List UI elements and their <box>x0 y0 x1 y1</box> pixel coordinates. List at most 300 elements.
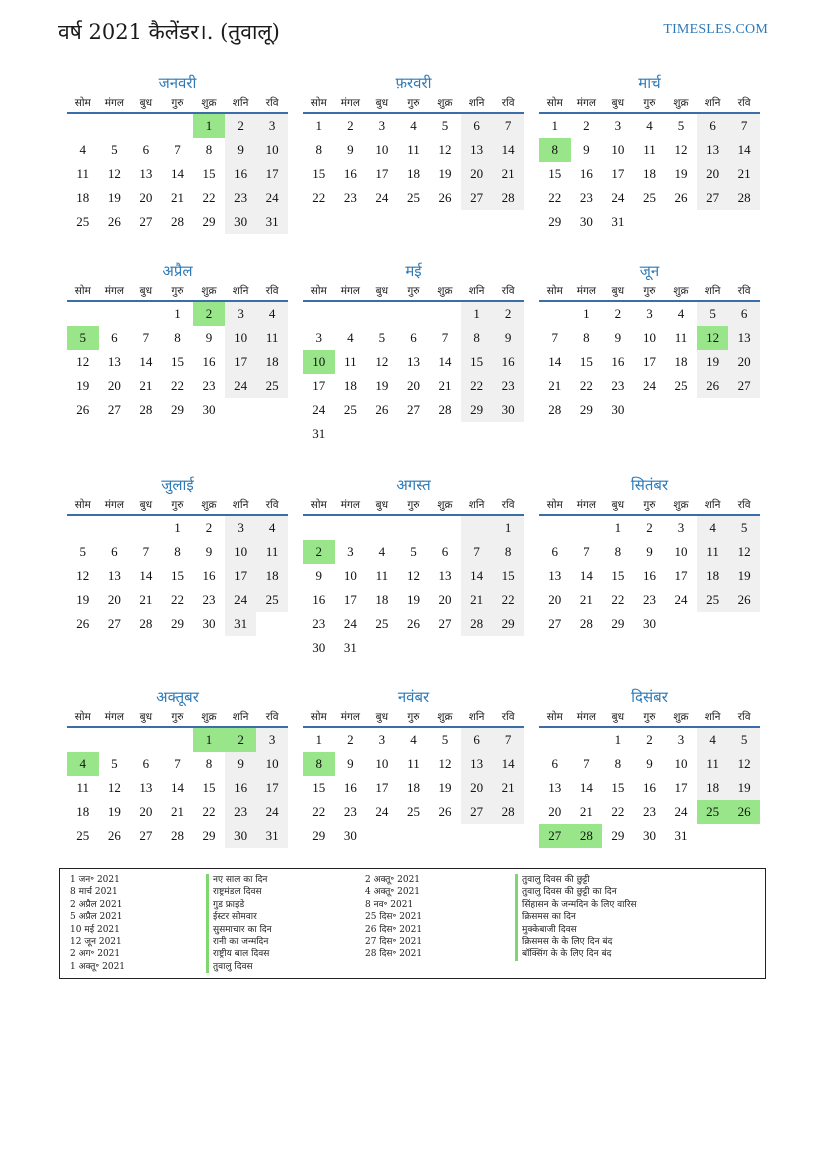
day-cell[interactable]: 10 <box>674 544 688 559</box>
day-cell[interactable]: 31 <box>225 612 257 636</box>
day-cell[interactable]: 2 <box>347 732 354 747</box>
day-cell[interactable]: 2 <box>205 520 213 535</box>
day-cell[interactable]: 20 <box>107 378 121 393</box>
day-cell[interactable]: 29 <box>492 612 524 636</box>
day-cell[interactable]: 21 <box>170 190 184 205</box>
day-cell[interactable]: 3 <box>378 118 386 133</box>
day-cell[interactable]: 12 <box>728 752 760 776</box>
day-cell[interactable]: 19 <box>406 592 420 607</box>
day-cell[interactable]: 5 <box>79 544 87 559</box>
day-cell[interactable]: 2 <box>614 306 622 321</box>
day-cell[interactable]: 6 <box>142 756 150 771</box>
day-cell[interactable]: 20 <box>697 162 729 186</box>
day-cell[interactable]: 4 <box>79 142 87 157</box>
day-cell[interactable]: 4 <box>697 516 729 540</box>
day-cell[interactable]: 1 <box>461 302 493 326</box>
day-cell[interactable]: 29 <box>202 828 216 843</box>
brand-link[interactable]: TIMESLES.COM <box>663 22 768 37</box>
day-cell[interactable]: 12 <box>674 142 688 157</box>
day-cell[interactable]: 18 <box>256 350 288 374</box>
day-cell[interactable]: 17 <box>611 166 625 181</box>
day-cell[interactable]: 12 <box>76 354 90 369</box>
day-cell[interactable]: 23 <box>202 592 216 607</box>
day-cell[interactable]: 8 <box>315 142 323 157</box>
day-cell[interactable]: 29 <box>202 214 216 229</box>
day-cell[interactable]: 17 <box>256 162 288 186</box>
day-cell[interactable]: 9 <box>614 330 622 345</box>
day-cell[interactable]: 29 <box>170 616 184 631</box>
day-cell[interactable]: 18 <box>76 804 90 819</box>
day-cell[interactable]: 27 <box>697 186 729 210</box>
day-cell[interactable]: 27 <box>107 616 121 631</box>
day-cell[interactable]: 17 <box>225 350 257 374</box>
day-cell[interactable]: 25 <box>406 190 420 205</box>
day-cell[interactable]: 21 <box>548 378 562 393</box>
day-cell[interactable]: 29 <box>611 828 625 843</box>
day-cell[interactable]: 7 <box>142 330 150 345</box>
day-cell[interactable]: 25 <box>256 374 288 398</box>
day-cell[interactable]: 8 <box>174 330 181 345</box>
day-cell[interactable]: 9 <box>315 568 323 583</box>
day-cell[interactable]: 16 <box>225 776 257 800</box>
day-cell[interactable]: 18 <box>642 166 656 181</box>
day-cell[interactable]: 1 <box>315 732 323 747</box>
day-cell[interactable]: 19 <box>375 378 389 393</box>
day-cell[interactable]: 28 <box>548 402 562 417</box>
day-cell[interactable]: 13 <box>461 752 493 776</box>
day-cell[interactable]: 3 <box>225 302 257 326</box>
day-cell[interactable]: 22 <box>461 374 493 398</box>
day-cell[interactable]: 12 <box>375 354 389 369</box>
day-cell[interactable]: 8 <box>614 544 622 559</box>
day-cell[interactable]: 9 <box>225 138 257 162</box>
day-cell[interactable]: 12 <box>728 540 760 564</box>
day-cell[interactable]: 22 <box>170 378 184 393</box>
day-cell[interactable]: 11 <box>697 752 729 776</box>
day-cell[interactable]: 12 <box>697 326 729 350</box>
day-cell[interactable]: 18 <box>375 592 389 607</box>
day-cell[interactable]: 6 <box>551 544 559 559</box>
day-cell[interactable]: 6 <box>551 756 559 771</box>
day-cell[interactable]: 24 <box>256 800 288 824</box>
day-cell[interactable]: 4 <box>67 752 99 776</box>
day-cell[interactable]: 16 <box>492 350 524 374</box>
day-cell[interactable]: 15 <box>611 568 625 583</box>
day-cell[interactable]: 4 <box>677 306 685 321</box>
day-cell[interactable]: 7 <box>492 114 524 138</box>
day-cell[interactable]: 20 <box>139 804 153 819</box>
day-cell[interactable]: 1 <box>174 306 181 321</box>
day-cell[interactable]: 20 <box>438 592 452 607</box>
day-cell[interactable]: 17 <box>343 592 357 607</box>
day-cell[interactable]: 4 <box>646 118 653 133</box>
day-cell[interactable]: 23 <box>343 804 357 819</box>
day-cell[interactable]: 7 <box>728 114 760 138</box>
day-cell[interactable]: 30 <box>611 402 625 417</box>
day-cell[interactable]: 13 <box>548 780 562 795</box>
day-cell[interactable]: 4 <box>410 118 417 133</box>
day-cell[interactable]: 8 <box>614 756 622 771</box>
day-cell[interactable]: 3 <box>646 306 653 321</box>
day-cell[interactable]: 13 <box>139 166 153 181</box>
day-cell[interactable]: 9 <box>205 330 213 345</box>
day-cell[interactable]: 11 <box>256 540 288 564</box>
day-cell[interactable]: 16 <box>642 568 656 583</box>
day-cell[interactable]: 19 <box>674 166 688 181</box>
day-cell[interactable]: 12 <box>438 756 452 771</box>
day-cell[interactable]: 10 <box>343 568 357 583</box>
day-cell[interactable]: 5 <box>728 728 760 752</box>
day-cell[interactable]: 2 <box>583 118 590 133</box>
day-cell[interactable]: 14 <box>170 166 184 181</box>
day-cell[interactable]: 2 <box>193 302 225 326</box>
day-cell[interactable]: 24 <box>375 804 389 819</box>
day-cell[interactable]: 20 <box>461 162 493 186</box>
day-cell[interactable]: 7 <box>583 756 590 771</box>
day-cell[interactable]: 6 <box>111 330 118 345</box>
day-cell[interactable]: 1 <box>174 520 181 535</box>
day-cell[interactable]: 10 <box>225 326 257 350</box>
day-cell[interactable]: 10 <box>611 142 625 157</box>
day-cell[interactable]: 26 <box>76 402 90 417</box>
day-cell[interactable]: 14 <box>728 138 760 162</box>
day-cell[interactable]: 18 <box>697 564 729 588</box>
day-cell[interactable]: 28 <box>579 616 593 631</box>
day-cell[interactable]: 17 <box>674 780 688 795</box>
day-cell[interactable]: 23 <box>492 374 524 398</box>
day-cell[interactable]: 7 <box>174 756 181 771</box>
day-cell[interactable]: 15 <box>312 166 326 181</box>
day-cell[interactable]: 23 <box>225 800 257 824</box>
day-cell[interactable]: 22 <box>579 378 593 393</box>
day-cell[interactable]: 3 <box>347 544 354 559</box>
day-cell[interactable]: 18 <box>343 378 357 393</box>
day-cell[interactable]: 22 <box>611 592 625 607</box>
day-cell[interactable]: 18 <box>674 354 688 369</box>
day-cell[interactable]: 3 <box>256 114 288 138</box>
day-cell[interactable]: 15 <box>202 780 216 795</box>
day-cell[interactable]: 28 <box>438 402 452 417</box>
day-cell[interactable]: 1 <box>583 306 590 321</box>
day-cell[interactable]: 20 <box>548 592 562 607</box>
day-cell[interactable]: 29 <box>579 402 593 417</box>
day-cell[interactable]: 19 <box>76 378 90 393</box>
day-cell[interactable]: 19 <box>438 166 452 181</box>
day-cell[interactable]: 22 <box>548 190 562 205</box>
day-cell[interactable]: 25 <box>642 190 656 205</box>
day-cell[interactable]: 17 <box>375 780 389 795</box>
day-cell[interactable]: 7 <box>551 330 559 345</box>
day-cell[interactable]: 6 <box>142 142 150 157</box>
day-cell[interactable]: 24 <box>642 378 656 393</box>
day-cell[interactable]: 23 <box>579 190 593 205</box>
day-cell[interactable]: 29 <box>312 828 326 843</box>
day-cell[interactable]: 12 <box>406 568 420 583</box>
day-cell[interactable]: 11 <box>697 540 729 564</box>
day-cell[interactable]: 14 <box>492 752 524 776</box>
day-cell[interactable]: 22 <box>202 804 216 819</box>
day-cell[interactable]: 25 <box>256 588 288 612</box>
day-cell[interactable]: 23 <box>225 186 257 210</box>
day-cell[interactable]: 9 <box>583 142 590 157</box>
day-cell[interactable]: 16 <box>202 568 216 583</box>
day-cell[interactable]: 21 <box>170 804 184 819</box>
day-cell[interactable]: 27 <box>728 374 760 398</box>
day-cell[interactable]: 5 <box>111 142 118 157</box>
day-cell[interactable]: 11 <box>256 326 288 350</box>
day-cell[interactable]: 21 <box>139 592 153 607</box>
day-cell[interactable]: 4 <box>256 302 288 326</box>
day-cell[interactable]: 26 <box>697 374 729 398</box>
day-cell[interactable]: 26 <box>728 800 760 824</box>
day-cell[interactable]: 7 <box>461 540 493 564</box>
day-cell[interactable]: 22 <box>492 588 524 612</box>
day-cell[interactable]: 1 <box>193 114 225 138</box>
day-cell[interactable]: 19 <box>438 780 452 795</box>
day-cell[interactable]: 18 <box>406 780 420 795</box>
day-cell[interactable]: 20 <box>728 350 760 374</box>
day-cell[interactable]: 12 <box>438 142 452 157</box>
day-cell[interactable]: 23 <box>642 592 656 607</box>
day-cell[interactable]: 8 <box>461 326 493 350</box>
day-cell[interactable]: 4 <box>256 516 288 540</box>
day-cell[interactable]: 7 <box>441 330 449 345</box>
day-cell[interactable]: 27 <box>461 800 493 824</box>
day-cell[interactable]: 5 <box>410 544 417 559</box>
day-cell[interactable]: 11 <box>76 166 90 181</box>
day-cell[interactable]: 3 <box>315 330 323 345</box>
day-cell[interactable]: 9 <box>492 326 524 350</box>
day-cell[interactable]: 26 <box>107 828 121 843</box>
day-cell[interactable]: 17 <box>225 564 257 588</box>
day-cell[interactable]: 28 <box>492 186 524 210</box>
day-cell[interactable]: 8 <box>205 756 213 771</box>
day-cell[interactable]: 25 <box>406 804 420 819</box>
day-cell[interactable]: 20 <box>107 592 121 607</box>
day-cell[interactable]: 20 <box>461 776 493 800</box>
day-cell[interactable]: 15 <box>312 780 326 795</box>
day-cell[interactable]: 6 <box>461 114 493 138</box>
day-cell[interactable]: 8 <box>205 142 213 157</box>
day-cell[interactable]: 10 <box>674 756 688 771</box>
day-cell[interactable]: 11 <box>674 330 688 345</box>
day-cell[interactable]: 23 <box>312 616 326 631</box>
day-cell[interactable]: 29 <box>548 214 562 229</box>
day-cell[interactable]: 31 <box>256 824 288 848</box>
day-cell[interactable]: 2 <box>225 114 257 138</box>
day-cell[interactable]: 4 <box>347 330 354 345</box>
day-cell[interactable]: 1 <box>614 520 622 535</box>
day-cell[interactable]: 16 <box>579 166 593 181</box>
day-cell[interactable]: 10 <box>375 142 389 157</box>
day-cell[interactable]: 14 <box>548 354 562 369</box>
day-cell[interactable]: 5 <box>441 732 449 747</box>
day-cell[interactable]: 24 <box>611 190 625 205</box>
day-cell[interactable]: 17 <box>256 776 288 800</box>
day-cell[interactable]: 24 <box>674 804 688 819</box>
day-cell[interactable]: 25 <box>375 616 389 631</box>
day-cell[interactable]: 4 <box>697 728 729 752</box>
day-cell[interactable]: 14 <box>492 138 524 162</box>
day-cell[interactable]: 1 <box>193 728 225 752</box>
day-cell[interactable]: 21 <box>579 592 593 607</box>
day-cell[interactable]: 11 <box>407 142 420 157</box>
day-cell[interactable]: 27 <box>107 402 121 417</box>
day-cell[interactable]: 13 <box>406 354 420 369</box>
day-cell[interactable]: 30 <box>202 402 216 417</box>
day-cell[interactable]: 26 <box>674 190 688 205</box>
day-cell[interactable]: 24 <box>312 402 326 417</box>
day-cell[interactable]: 6 <box>697 114 729 138</box>
day-cell[interactable]: 25 <box>76 828 90 843</box>
day-cell[interactable]: 4 <box>410 732 417 747</box>
day-cell[interactable]: 30 <box>225 210 257 234</box>
day-cell[interactable]: 16 <box>312 592 326 607</box>
day-cell[interactable]: 6 <box>441 544 449 559</box>
day-cell[interactable]: 19 <box>76 592 90 607</box>
day-cell[interactable]: 23 <box>202 378 216 393</box>
day-cell[interactable]: 9 <box>347 142 354 157</box>
day-cell[interactable]: 9 <box>225 752 257 776</box>
day-cell[interactable]: 2 <box>347 118 354 133</box>
day-cell[interactable]: 18 <box>76 190 90 205</box>
day-cell[interactable]: 1 <box>614 732 622 747</box>
day-cell[interactable]: 30 <box>579 214 593 229</box>
day-cell[interactable]: 29 <box>461 398 493 422</box>
day-cell[interactable]: 5 <box>728 516 760 540</box>
day-cell[interactable]: 13 <box>548 568 562 583</box>
day-cell[interactable]: 22 <box>202 190 216 205</box>
day-cell[interactable]: 8 <box>303 752 335 776</box>
day-cell[interactable]: 25 <box>697 588 729 612</box>
day-cell[interactable]: 10 <box>303 350 335 374</box>
day-cell[interactable]: 10 <box>256 138 288 162</box>
day-cell[interactable]: 24 <box>674 592 688 607</box>
day-cell[interactable]: 10 <box>225 540 257 564</box>
day-cell[interactable]: 8 <box>174 544 181 559</box>
day-cell[interactable]: 21 <box>461 588 493 612</box>
day-cell[interactable]: 2 <box>492 302 524 326</box>
day-cell[interactable]: 8 <box>539 138 571 162</box>
day-cell[interactable]: 23 <box>611 378 625 393</box>
day-cell[interactable]: 3 <box>225 516 257 540</box>
day-cell[interactable]: 30 <box>642 828 656 843</box>
day-cell[interactable]: 27 <box>438 616 452 631</box>
day-cell[interactable]: 29 <box>611 616 625 631</box>
day-cell[interactable]: 17 <box>312 378 326 393</box>
day-cell[interactable]: 8 <box>583 330 590 345</box>
day-cell[interactable]: 5 <box>441 118 449 133</box>
day-cell[interactable]: 11 <box>344 354 357 369</box>
day-cell[interactable]: 15 <box>170 354 184 369</box>
day-cell[interactable]: 26 <box>438 190 452 205</box>
day-cell[interactable]: 26 <box>728 588 760 612</box>
day-cell[interactable]: 6 <box>111 544 118 559</box>
day-cell[interactable]: 19 <box>728 564 760 588</box>
day-cell[interactable]: 10 <box>642 330 656 345</box>
day-cell[interactable]: 21 <box>492 162 524 186</box>
day-cell[interactable]: 2 <box>303 540 335 564</box>
day-cell[interactable]: 28 <box>139 402 153 417</box>
day-cell[interactable]: 25 <box>343 402 357 417</box>
day-cell[interactable]: 28 <box>461 612 493 636</box>
day-cell[interactable]: 22 <box>312 804 326 819</box>
day-cell[interactable]: 1 <box>551 118 559 133</box>
day-cell[interactable]: 3 <box>614 118 622 133</box>
day-cell[interactable]: 15 <box>170 568 184 583</box>
day-cell[interactable]: 9 <box>646 544 653 559</box>
day-cell[interactable]: 10 <box>256 752 288 776</box>
day-cell[interactable]: 12 <box>76 568 90 583</box>
day-cell[interactable]: 28 <box>728 186 760 210</box>
day-cell[interactable]: 16 <box>202 354 216 369</box>
day-cell[interactable]: 14 <box>461 564 493 588</box>
day-cell[interactable]: 14 <box>438 354 452 369</box>
day-cell[interactable]: 3 <box>677 732 685 747</box>
day-cell[interactable]: 15 <box>579 354 593 369</box>
day-cell[interactable]: 21 <box>492 776 524 800</box>
day-cell[interactable]: 5 <box>697 302 729 326</box>
day-cell[interactable]: 13 <box>461 138 493 162</box>
day-cell[interactable]: 30 <box>312 640 326 655</box>
day-cell[interactable]: 6 <box>461 728 493 752</box>
day-cell[interactable]: 8 <box>492 540 524 564</box>
day-cell[interactable]: 14 <box>579 568 593 583</box>
day-cell[interactable]: 11 <box>76 780 90 795</box>
day-cell[interactable]: 26 <box>406 616 420 631</box>
day-cell[interactable]: 14 <box>170 780 184 795</box>
day-cell[interactable]: 19 <box>697 350 729 374</box>
day-cell[interactable]: 16 <box>225 162 257 186</box>
day-cell[interactable]: 12 <box>107 166 121 181</box>
day-cell[interactable]: 24 <box>343 616 357 631</box>
day-cell[interactable]: 22 <box>611 804 625 819</box>
day-cell[interactable]: 1 <box>492 516 524 540</box>
day-cell[interactable]: 31 <box>611 214 625 229</box>
day-cell[interactable]: 7 <box>492 728 524 752</box>
day-cell[interactable]: 30 <box>225 824 257 848</box>
day-cell[interactable]: 30 <box>642 616 656 631</box>
day-cell[interactable]: 17 <box>642 354 656 369</box>
day-cell[interactable]: 13 <box>107 568 121 583</box>
day-cell[interactable]: 31 <box>256 210 288 234</box>
day-cell[interactable]: 4 <box>378 544 386 559</box>
day-cell[interactable]: 31 <box>312 426 326 441</box>
day-cell[interactable]: 25 <box>674 378 688 393</box>
day-cell[interactable]: 27 <box>139 214 153 229</box>
day-cell[interactable]: 27 <box>139 828 153 843</box>
day-cell[interactable]: 22 <box>312 190 326 205</box>
day-cell[interactable]: 13 <box>107 354 121 369</box>
day-cell[interactable]: 21 <box>139 378 153 393</box>
day-cell[interactable]: 26 <box>375 402 389 417</box>
day-cell[interactable]: 29 <box>170 402 184 417</box>
day-cell[interactable]: 30 <box>343 828 357 843</box>
day-cell[interactable]: 12 <box>107 780 121 795</box>
day-cell[interactable]: 20 <box>548 804 562 819</box>
day-cell[interactable]: 24 <box>225 588 257 612</box>
day-cell[interactable]: 23 <box>343 190 357 205</box>
day-cell[interactable]: 3 <box>677 520 685 535</box>
day-cell[interactable]: 20 <box>406 378 420 393</box>
day-cell[interactable]: 26 <box>107 214 121 229</box>
day-cell[interactable]: 11 <box>407 756 420 771</box>
day-cell[interactable]: 11 <box>375 568 389 583</box>
day-cell[interactable]: 20 <box>139 190 153 205</box>
day-cell[interactable]: 15 <box>548 166 562 181</box>
day-cell[interactable]: 15 <box>492 564 524 588</box>
day-cell[interactable]: 6 <box>410 330 417 345</box>
